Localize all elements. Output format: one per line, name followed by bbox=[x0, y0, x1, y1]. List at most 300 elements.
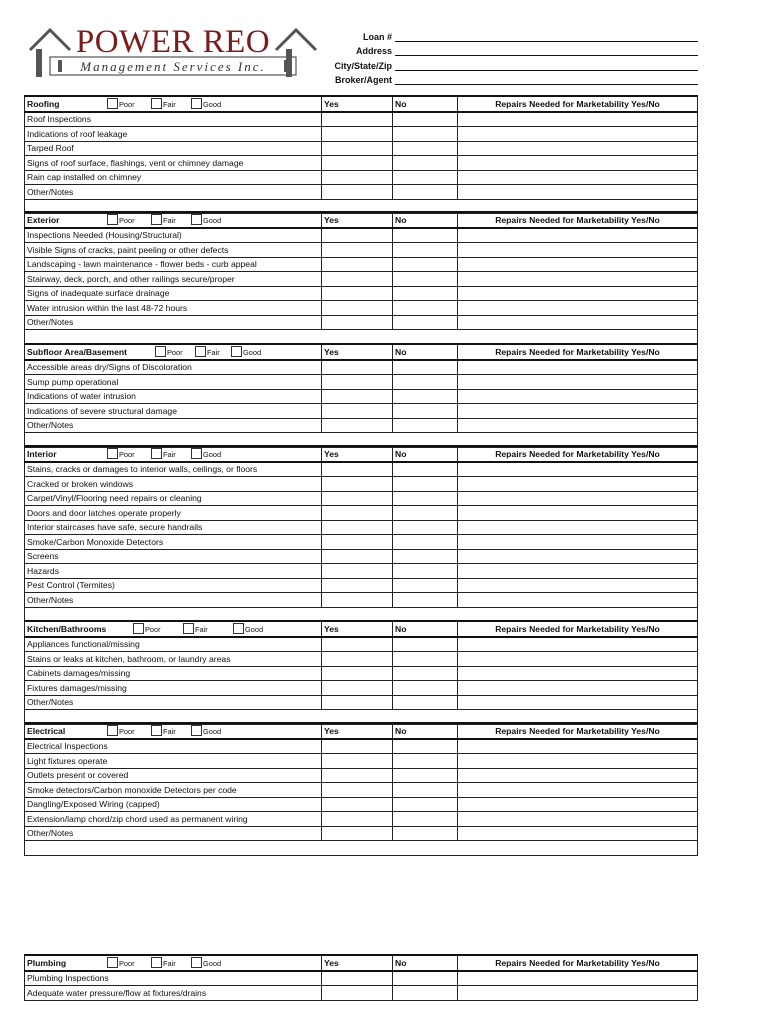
no-column-header: No bbox=[393, 212, 458, 228]
no-cell[interactable] bbox=[393, 112, 458, 127]
loan-number-label: Loan # bbox=[362, 31, 392, 42]
checklist-row bbox=[25, 695, 698, 710]
item-label: Roof Inspections bbox=[25, 112, 322, 127]
repairs-cell[interactable] bbox=[458, 971, 698, 986]
checklist-row bbox=[25, 375, 698, 390]
checkbox-fair[interactable] bbox=[151, 448, 162, 459]
condition-good[interactable] bbox=[191, 214, 221, 227]
repairs-column-header: Repairs Needed for Marketability Yes/No bbox=[458, 96, 698, 112]
section-kitchen-bathrooms bbox=[24, 620, 698, 725]
repairs-cell[interactable] bbox=[458, 156, 698, 171]
no-cell[interactable] bbox=[393, 228, 458, 243]
section-subfloor-area-basement bbox=[24, 343, 698, 448]
item-label: Other/Notes bbox=[25, 185, 322, 200]
checklist-row bbox=[25, 739, 698, 754]
condition-label: Poor bbox=[119, 727, 135, 736]
condition-poor[interactable] bbox=[107, 214, 135, 227]
no-cell[interactable] bbox=[393, 127, 458, 142]
checklist-row bbox=[25, 768, 698, 783]
section-header bbox=[25, 344, 698, 360]
no-cell[interactable] bbox=[393, 286, 458, 301]
condition-fair[interactable] bbox=[183, 623, 208, 636]
condition-poor[interactable] bbox=[107, 98, 135, 111]
checkbox-good[interactable] bbox=[191, 725, 202, 736]
item-label: Cracked or broken windows bbox=[25, 477, 322, 492]
yes-cell[interactable] bbox=[322, 593, 393, 608]
section-electrical bbox=[24, 722, 698, 856]
yes-cell[interactable] bbox=[322, 127, 393, 142]
checklist-row bbox=[25, 257, 698, 272]
repairs-cell[interactable] bbox=[458, 681, 698, 696]
section-header bbox=[25, 96, 698, 112]
checklist-row bbox=[25, 666, 698, 681]
checkbox-fair[interactable] bbox=[151, 725, 162, 736]
item-label: Rain cap installed on chimney bbox=[25, 170, 322, 185]
yes-cell[interactable] bbox=[322, 491, 393, 506]
checkbox-good[interactable] bbox=[191, 957, 202, 968]
no-cell[interactable] bbox=[393, 578, 458, 593]
item-label: Other/Notes bbox=[25, 695, 322, 710]
no-cell[interactable] bbox=[393, 986, 458, 1001]
yes-cell[interactable] bbox=[322, 578, 393, 593]
no-cell[interactable] bbox=[393, 243, 458, 258]
yes-cell[interactable] bbox=[322, 768, 393, 783]
address-input[interactable] bbox=[395, 46, 698, 56]
yes-cell[interactable] bbox=[322, 971, 393, 986]
condition-fair[interactable] bbox=[151, 725, 176, 738]
repairs-cell[interactable] bbox=[458, 360, 698, 375]
item-label: Smoke/Carbon Monoxide Detectors bbox=[25, 535, 322, 550]
no-column-header: No bbox=[393, 96, 458, 112]
yes-cell[interactable] bbox=[322, 564, 393, 579]
no-cell[interactable] bbox=[393, 360, 458, 375]
repairs-cell[interactable] bbox=[458, 257, 698, 272]
checkbox-good[interactable] bbox=[233, 623, 244, 634]
yes-column-header: Yes bbox=[322, 955, 393, 971]
repairs-column-header: Repairs Needed for Marketability Yes/No bbox=[458, 723, 698, 739]
repairs-cell[interactable] bbox=[458, 301, 698, 316]
item-label: Indications of roof leakage bbox=[25, 127, 322, 142]
section-title: Interior bbox=[27, 448, 57, 459]
section-exterior bbox=[24, 211, 698, 345]
item-label: Stains, cracks or damages to interior walls, ceilings, or floors bbox=[25, 462, 322, 477]
no-cell[interactable] bbox=[393, 418, 458, 433]
section-header bbox=[25, 621, 698, 637]
checkbox-fair[interactable] bbox=[151, 957, 162, 968]
condition-label: Poor bbox=[119, 100, 135, 109]
no-cell[interactable] bbox=[393, 272, 458, 287]
item-label: Adequate water pressure/flow at fixtures/drains bbox=[25, 986, 322, 1001]
no-cell[interactable] bbox=[393, 506, 458, 521]
yes-cell[interactable] bbox=[322, 389, 393, 404]
item-label: Other/Notes bbox=[25, 315, 322, 330]
repairs-cell[interactable] bbox=[458, 404, 698, 419]
yes-cell[interactable] bbox=[322, 243, 393, 258]
notes-cell[interactable] bbox=[25, 330, 698, 345]
section-title: Roofing bbox=[27, 98, 60, 109]
no-cell[interactable] bbox=[393, 156, 458, 171]
no-cell[interactable] bbox=[393, 185, 458, 200]
section-header bbox=[25, 212, 698, 228]
yes-cell[interactable] bbox=[322, 315, 393, 330]
yes-cell[interactable] bbox=[322, 228, 393, 243]
repairs-cell[interactable] bbox=[458, 564, 698, 579]
repairs-cell[interactable] bbox=[458, 754, 698, 769]
yes-column-header: Yes bbox=[322, 344, 393, 360]
no-cell[interactable] bbox=[393, 375, 458, 390]
condition-good[interactable] bbox=[231, 346, 261, 359]
checkbox-poor[interactable] bbox=[107, 448, 118, 459]
condition-label: Poor bbox=[119, 450, 135, 459]
no-cell[interactable] bbox=[393, 812, 458, 827]
repairs-cell[interactable] bbox=[458, 127, 698, 142]
loan-number-input[interactable] bbox=[395, 32, 698, 42]
checklist-row bbox=[25, 141, 698, 156]
checkbox-fair[interactable] bbox=[151, 98, 162, 109]
condition-fair[interactable] bbox=[151, 98, 176, 111]
item-label: Stairway, deck, porch, and other railings secure/proper bbox=[25, 272, 322, 287]
no-cell[interactable] bbox=[393, 783, 458, 798]
checklist-row bbox=[25, 754, 698, 769]
checkbox-poor[interactable] bbox=[107, 957, 118, 968]
checklist-row bbox=[25, 506, 698, 521]
checklist-row bbox=[25, 243, 698, 258]
section-roofing bbox=[24, 95, 698, 214]
no-cell[interactable] bbox=[393, 637, 458, 652]
no-cell[interactable] bbox=[393, 768, 458, 783]
item-label: Smoke detectors/Carbon monoxide Detectors per code bbox=[25, 783, 322, 798]
repairs-cell[interactable] bbox=[458, 506, 698, 521]
repairs-cell[interactable] bbox=[458, 986, 698, 1001]
repairs-cell[interactable] bbox=[458, 185, 698, 200]
repairs-cell[interactable] bbox=[458, 243, 698, 258]
yes-cell[interactable] bbox=[322, 112, 393, 127]
yes-column-header: Yes bbox=[322, 723, 393, 739]
no-cell[interactable] bbox=[393, 170, 458, 185]
item-label: Sump pump operational bbox=[25, 375, 322, 390]
checkbox-good[interactable] bbox=[191, 448, 202, 459]
repairs-cell[interactable] bbox=[458, 112, 698, 127]
yes-cell[interactable] bbox=[322, 141, 393, 156]
yes-cell[interactable] bbox=[322, 754, 393, 769]
repairs-cell[interactable] bbox=[458, 652, 698, 667]
checklist-row bbox=[25, 404, 698, 419]
yes-cell[interactable] bbox=[322, 986, 393, 1001]
condition-poor[interactable] bbox=[155, 346, 183, 359]
repairs-cell[interactable] bbox=[458, 593, 698, 608]
yes-cell[interactable] bbox=[322, 156, 393, 171]
repairs-column-header: Repairs Needed for Marketability Yes/No bbox=[458, 446, 698, 462]
yes-cell[interactable] bbox=[322, 783, 393, 798]
address-label: Address bbox=[355, 46, 392, 56]
checklist-row bbox=[25, 564, 698, 579]
checklist-row bbox=[25, 783, 698, 798]
yes-cell[interactable] bbox=[322, 637, 393, 652]
checklist-row bbox=[25, 389, 698, 404]
condition-good[interactable] bbox=[191, 957, 221, 970]
city-state-zip-label: City/State/Zip bbox=[334, 60, 392, 71]
repairs-cell[interactable] bbox=[458, 695, 698, 710]
checklist-row bbox=[25, 301, 698, 316]
item-label: Light fixtures operate bbox=[25, 754, 322, 769]
checklist-row bbox=[25, 549, 698, 564]
no-cell[interactable] bbox=[393, 754, 458, 769]
repairs-cell[interactable] bbox=[458, 315, 698, 330]
condition-good[interactable] bbox=[191, 448, 221, 461]
repairs-cell[interactable] bbox=[458, 141, 698, 156]
checklist-row bbox=[25, 986, 698, 1001]
condition-poor[interactable] bbox=[107, 957, 135, 970]
yes-cell[interactable] bbox=[322, 549, 393, 564]
yes-cell[interactable] bbox=[322, 360, 393, 375]
yes-cell[interactable] bbox=[322, 681, 393, 696]
yes-cell[interactable] bbox=[322, 462, 393, 477]
repairs-cell[interactable] bbox=[458, 783, 698, 798]
checkbox-poor[interactable] bbox=[107, 98, 118, 109]
item-label: Indications of severe structural damage bbox=[25, 404, 322, 419]
repairs-cell[interactable] bbox=[458, 535, 698, 550]
no-cell[interactable] bbox=[393, 797, 458, 812]
yes-cell[interactable] bbox=[322, 170, 393, 185]
repairs-cell[interactable] bbox=[458, 637, 698, 652]
condition-label: Good bbox=[245, 625, 264, 634]
yes-cell[interactable] bbox=[322, 185, 393, 200]
checklist-row bbox=[25, 272, 698, 287]
repairs-cell[interactable] bbox=[458, 170, 698, 185]
no-cell[interactable] bbox=[393, 593, 458, 608]
yes-cell[interactable] bbox=[322, 477, 393, 492]
no-cell[interactable] bbox=[393, 666, 458, 681]
item-label: Dangling/Exposed Wiring (capped) bbox=[25, 797, 322, 812]
repairs-cell[interactable] bbox=[458, 375, 698, 390]
checklist-row bbox=[25, 286, 698, 301]
yes-cell[interactable] bbox=[322, 301, 393, 316]
checkbox-good[interactable] bbox=[191, 214, 202, 225]
checklist-row bbox=[25, 971, 698, 986]
condition-fair[interactable] bbox=[151, 214, 176, 227]
checkbox-poor[interactable] bbox=[107, 725, 118, 736]
checklist-row bbox=[25, 315, 698, 330]
item-label: Other/Notes bbox=[25, 826, 322, 841]
repairs-cell[interactable] bbox=[458, 666, 698, 681]
condition-label: Poor bbox=[119, 959, 135, 968]
no-column-header: No bbox=[393, 446, 458, 462]
checkbox-good[interactable] bbox=[191, 98, 202, 109]
item-label: Screens bbox=[25, 549, 322, 564]
no-column-header: No bbox=[393, 344, 458, 360]
item-label: Electrical Inspections bbox=[25, 739, 322, 754]
repairs-cell[interactable] bbox=[458, 739, 698, 754]
no-cell[interactable] bbox=[393, 564, 458, 579]
no-cell[interactable] bbox=[393, 971, 458, 986]
condition-label: Good bbox=[203, 450, 222, 459]
condition-label: Poor bbox=[119, 216, 135, 225]
item-label: Pest Control (Termites) bbox=[25, 578, 322, 593]
no-cell[interactable] bbox=[393, 141, 458, 156]
repairs-cell[interactable] bbox=[458, 477, 698, 492]
condition-poor[interactable] bbox=[107, 448, 135, 461]
condition-poor[interactable] bbox=[107, 725, 135, 738]
item-label: Indications of water intrusion bbox=[25, 389, 322, 404]
condition-label: Good bbox=[203, 216, 222, 225]
yes-column-header: Yes bbox=[322, 96, 393, 112]
checklist-row bbox=[25, 652, 698, 667]
item-label: Carpet/Vinyl/Flooring need repairs or cleaning bbox=[25, 491, 322, 506]
item-label: Fixtures damages/missing bbox=[25, 681, 322, 696]
checklist-row bbox=[25, 593, 698, 608]
item-label: Plumbing Inspections bbox=[25, 971, 322, 986]
yes-cell[interactable] bbox=[322, 286, 393, 301]
no-cell[interactable] bbox=[393, 301, 458, 316]
condition-label: Fair bbox=[163, 959, 176, 968]
repairs-cell[interactable] bbox=[458, 768, 698, 783]
section-title: Kitchen/Bathrooms bbox=[27, 623, 107, 634]
yes-cell[interactable] bbox=[322, 404, 393, 419]
section-header bbox=[25, 723, 698, 739]
item-label: Outlets present or covered bbox=[25, 768, 322, 783]
no-cell[interactable] bbox=[393, 477, 458, 492]
item-label: Cabinets damages/missing bbox=[25, 666, 322, 681]
checkbox-fair[interactable] bbox=[195, 346, 206, 357]
condition-label: Good bbox=[203, 959, 222, 968]
repairs-cell[interactable] bbox=[458, 389, 698, 404]
broker-agent-input[interactable] bbox=[395, 75, 698, 85]
condition-fair[interactable] bbox=[195, 346, 220, 359]
checklist-row bbox=[25, 681, 698, 696]
condition-fair[interactable] bbox=[151, 448, 176, 461]
no-cell[interactable] bbox=[393, 652, 458, 667]
checkbox-poor[interactable] bbox=[133, 623, 144, 634]
section-plumbing bbox=[24, 954, 698, 1001]
checkbox-fair[interactable] bbox=[183, 623, 194, 634]
no-cell[interactable] bbox=[393, 491, 458, 506]
no-cell[interactable] bbox=[393, 404, 458, 419]
section-title: Plumbing bbox=[27, 957, 67, 968]
no-cell[interactable] bbox=[393, 535, 458, 550]
notes-cell[interactable] bbox=[25, 841, 698, 856]
yes-cell[interactable] bbox=[322, 797, 393, 812]
repairs-cell[interactable] bbox=[458, 286, 698, 301]
repairs-cell[interactable] bbox=[458, 797, 698, 812]
yes-cell[interactable] bbox=[322, 739, 393, 754]
checkbox-fair[interactable] bbox=[151, 214, 162, 225]
yes-cell[interactable] bbox=[322, 826, 393, 841]
repairs-cell[interactable] bbox=[458, 549, 698, 564]
condition-label: Fair bbox=[207, 348, 220, 357]
yes-cell[interactable] bbox=[322, 257, 393, 272]
no-column-header: No bbox=[393, 955, 458, 971]
no-cell[interactable] bbox=[393, 315, 458, 330]
yes-cell[interactable] bbox=[322, 375, 393, 390]
no-cell[interactable] bbox=[393, 389, 458, 404]
repairs-cell[interactable] bbox=[458, 491, 698, 506]
checklist-row bbox=[25, 156, 698, 171]
broker-agent-label: Broker/Agent bbox=[334, 75, 392, 85]
power-reo-logo bbox=[28, 22, 318, 82]
logo-subtitle: Management Services Inc. bbox=[80, 59, 266, 74]
condition-good[interactable] bbox=[233, 623, 263, 636]
item-label: Extension/lamp chord/zip chord used as permanent wiring bbox=[25, 812, 322, 827]
condition-label: Good bbox=[243, 348, 262, 357]
yes-column-header: Yes bbox=[322, 446, 393, 462]
item-label: Water intrusion within the last 48-72 hours bbox=[25, 301, 322, 316]
condition-good[interactable] bbox=[191, 98, 221, 111]
repairs-cell[interactable] bbox=[458, 812, 698, 827]
yes-cell[interactable] bbox=[322, 520, 393, 535]
section-interior bbox=[24, 445, 698, 622]
yes-cell[interactable] bbox=[322, 506, 393, 521]
no-cell[interactable] bbox=[393, 257, 458, 272]
checklist-row bbox=[25, 185, 698, 200]
checkbox-good[interactable] bbox=[231, 346, 242, 357]
no-cell[interactable] bbox=[393, 826, 458, 841]
checklist-row bbox=[25, 418, 698, 433]
repairs-cell[interactable] bbox=[458, 228, 698, 243]
notes-blank-row bbox=[25, 841, 698, 856]
condition-label: Fair bbox=[163, 100, 176, 109]
no-cell[interactable] bbox=[393, 681, 458, 696]
yes-cell[interactable] bbox=[322, 418, 393, 433]
condition-label: Good bbox=[203, 100, 222, 109]
repairs-cell[interactable] bbox=[458, 826, 698, 841]
repairs-cell[interactable] bbox=[458, 520, 698, 535]
checklist-row bbox=[25, 812, 698, 827]
item-label: Doors and door latches operate properly bbox=[25, 506, 322, 521]
repairs-cell[interactable] bbox=[458, 578, 698, 593]
no-cell[interactable] bbox=[393, 695, 458, 710]
city-state-zip-field[interactable] bbox=[320, 56, 700, 71]
repairs-column-header: Repairs Needed for Marketability Yes/No bbox=[458, 344, 698, 360]
yes-column-header: Yes bbox=[322, 212, 393, 228]
address-field[interactable] bbox=[320, 42, 700, 57]
yes-cell[interactable] bbox=[322, 666, 393, 681]
condition-good[interactable] bbox=[191, 725, 221, 738]
checkbox-poor[interactable] bbox=[107, 214, 118, 225]
loan-info-fields bbox=[320, 27, 700, 85]
repairs-cell[interactable] bbox=[458, 272, 698, 287]
checklist-row bbox=[25, 826, 698, 841]
broker-agent-field[interactable] bbox=[320, 71, 700, 86]
loan-number-field[interactable] bbox=[320, 27, 700, 42]
checklist-row bbox=[25, 170, 698, 185]
yes-cell[interactable] bbox=[322, 812, 393, 827]
yes-cell[interactable] bbox=[322, 272, 393, 287]
item-label: Other/Notes bbox=[25, 418, 322, 433]
condition-label: Poor bbox=[145, 625, 161, 634]
no-cell[interactable] bbox=[393, 462, 458, 477]
checklist-row bbox=[25, 535, 698, 550]
repairs-cell[interactable] bbox=[458, 418, 698, 433]
condition-label: Fair bbox=[195, 625, 208, 634]
no-cell[interactable] bbox=[393, 739, 458, 754]
section-title: Subfloor Area/Basement bbox=[27, 346, 127, 357]
no-cell[interactable] bbox=[393, 520, 458, 535]
item-label: Inspections Needed (Housing/Structural) bbox=[25, 228, 322, 243]
repairs-column-header: Repairs Needed for Marketability Yes/No bbox=[458, 212, 698, 228]
no-cell[interactable] bbox=[393, 549, 458, 564]
repairs-column-header: Repairs Needed for Marketability Yes/No bbox=[458, 621, 698, 637]
yes-cell[interactable] bbox=[322, 695, 393, 710]
yes-cell[interactable] bbox=[322, 535, 393, 550]
condition-poor[interactable] bbox=[133, 623, 161, 636]
checkbox-poor[interactable] bbox=[155, 346, 166, 357]
checklist-row bbox=[25, 228, 698, 243]
city-state-zip-input[interactable] bbox=[395, 61, 698, 71]
repairs-cell[interactable] bbox=[458, 462, 698, 477]
yes-cell[interactable] bbox=[322, 652, 393, 667]
checklist-row bbox=[25, 520, 698, 535]
condition-fair[interactable] bbox=[151, 957, 176, 970]
